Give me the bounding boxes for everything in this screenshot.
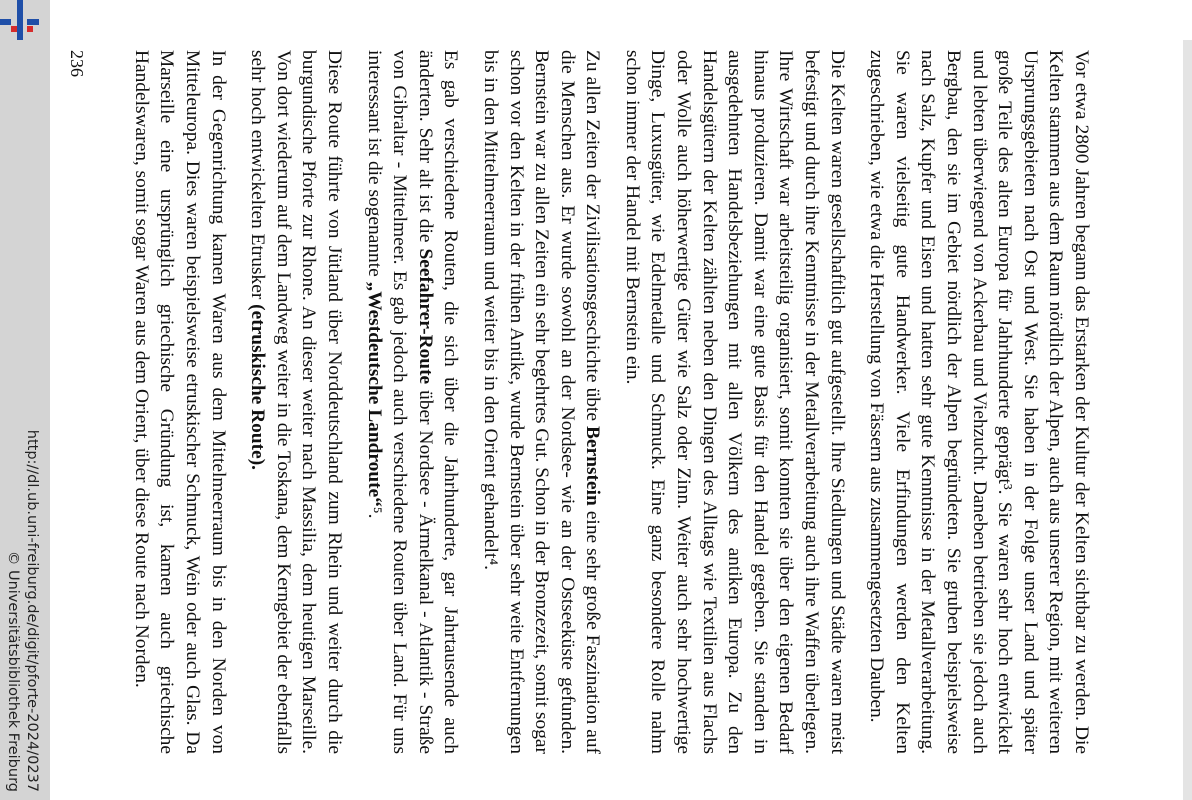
text-run: über Nordsee - Ärmelkanal - Atlantik - Straße von Gibraltar - Mittelmeer. Es gab jedoch auch verschiedene Routen über Land. Für uns interessant ist die sogenannte: [363, 50, 436, 754]
watermark: [0, 0, 42, 800]
page-number: 236: [67, 50, 87, 77]
bold-term: Bernstein: [582, 426, 604, 506]
right-scrollbar[interactable]: [1183, 0, 1192, 800]
page-body: [128, 50, 1094, 754]
bold-term: (etruskische Route).: [247, 304, 269, 471]
bold-term: „Westdeutsche Landroute“: [363, 281, 385, 507]
scrollbar-thumb[interactable]: [1183, 0, 1192, 40]
paragraph: [864, 50, 1094, 754]
paragraph: [619, 50, 849, 754]
text-run: Vor etwa 2800 Jahren begann das Erstarken der Kultur der Kelten sichtbar zu werden. Die Kelten stammen aus dem Raum nördlich der Alpen, auch aus unserer Region, mit weiteren Ursprungsgebieten nach Ost und West. Sie haben in der Folge unser Land und später große Teile des alten Europa für Jahrhunderte geprägt³. Sie waren sehr hoch entwickelt und lebten überwiegend von Ackerbau und Viehzucht. Daneben betrieben sie jedoch auch Bergbau, den sie im Gebiet nördlich der Alpen begründeten. Sie gruben beispielsweise nach Salz, Kupfer und Eisen und hatten sehr gute Kenntnisse in der Metallverarbeitung. Sie waren vielseitig gute Handwerker. Viele Erfindungen werden den Kelten zugeschrieben, wie etwa die Herstellung von Fässern aus zusammengesetzten Dauben.: [866, 50, 1092, 754]
document-page: [42, 0, 1112, 800]
paragraph: [477, 50, 605, 754]
text-run: Die Kelten waren gesellschaftlich gut aufgestellt. Ihre Siedlungen und Städte waren meist befestigt und durch ihre Kenntnisse in der Metallverarbeitung auch ihre Waffen überlegen. Ihre Wirtschaft war arbeitsteilig organisiert, somit konnten sie über den eigenen Bedarf hinaus produzieren. Damit war eine gute Basis für den Handel gegeben. Sie standen in ausgedehnten Handelsbeziehungen mit allen Völkern des antiken Europa. Zu den Handelsgütern der Kelten zählten neben den Dingen des Alltags wie Textilien aus Flachs oder Wolle auch höherwertige Güter wie Salz oder Zinn. Weiter auch sehr hochwertige Dinge, Luxusgüter, wie Edelmetalle und Schmuck. Eine ganz besondere Rolle nahm schon immer der Handel mit Bernstein ein.: [621, 50, 848, 754]
text-run: In der Gegenrichtung kamen Waren aus dem Mittelmeerraum bis in den Norden von Mitteleuropa. Dies waren beispielsweise etruskischer Schmuck, Wein oder auch Glas. Da Marseille eine ursprünglich griechische Gründung ist, kamen auch griechische Handelswaren, somit sogar Waren aus dem Orient, über diese Route nach Norden.: [130, 50, 229, 754]
text-run: ⁵.: [363, 506, 385, 519]
bold-term: Seefahrer-Route: [414, 248, 436, 385]
watermark-copyright: © Universitätsbibliothek Freiburg: [5, 550, 21, 792]
paragraph: [245, 50, 347, 754]
text-run: Es gab verschiedene Routen, die sich über die Jahrhunderte, gar Jahrtausende auch änderten. Sehr alt ist die: [414, 50, 462, 754]
text-run: Zu allen Zeiten der Zivilisationsgeschichte übte: [582, 50, 604, 427]
watermark-url: http://dl.ub.uni-freiburg.de/digit/pforte-2024/0237: [24, 429, 40, 792]
paragraph: [128, 50, 230, 754]
paragraph: [361, 50, 463, 754]
text-run: eine sehr große Faszination auf die Menschen aus. Er wurde sowohl an der Nordsee- wie an der Ostseeküste gefunden. Bernstein war zu allen Zeiten ein sehr begehrtes Gut. Schon in der Bronzezeit, somit sogar schon vor den Kelten in der frühen Antike, wurde Bernstein über sehr weite Entfernungen bis in den Mittelmeerraum und weiter bis in den Orient gehandelt⁴.: [479, 50, 604, 754]
text-run: Diese Route führte von Jütland über Norddeutschland zum Rhein und weiter durch die burgundische Pforte zur Rhone. An dieser weiter nach Massilia, dem heutigen Marseille. Von dort wiederum auf dem Landweg weiter in die Toskana, dem Kerngebiet der ebenfalls sehr hoch entwickelten Etrusker: [247, 50, 345, 754]
